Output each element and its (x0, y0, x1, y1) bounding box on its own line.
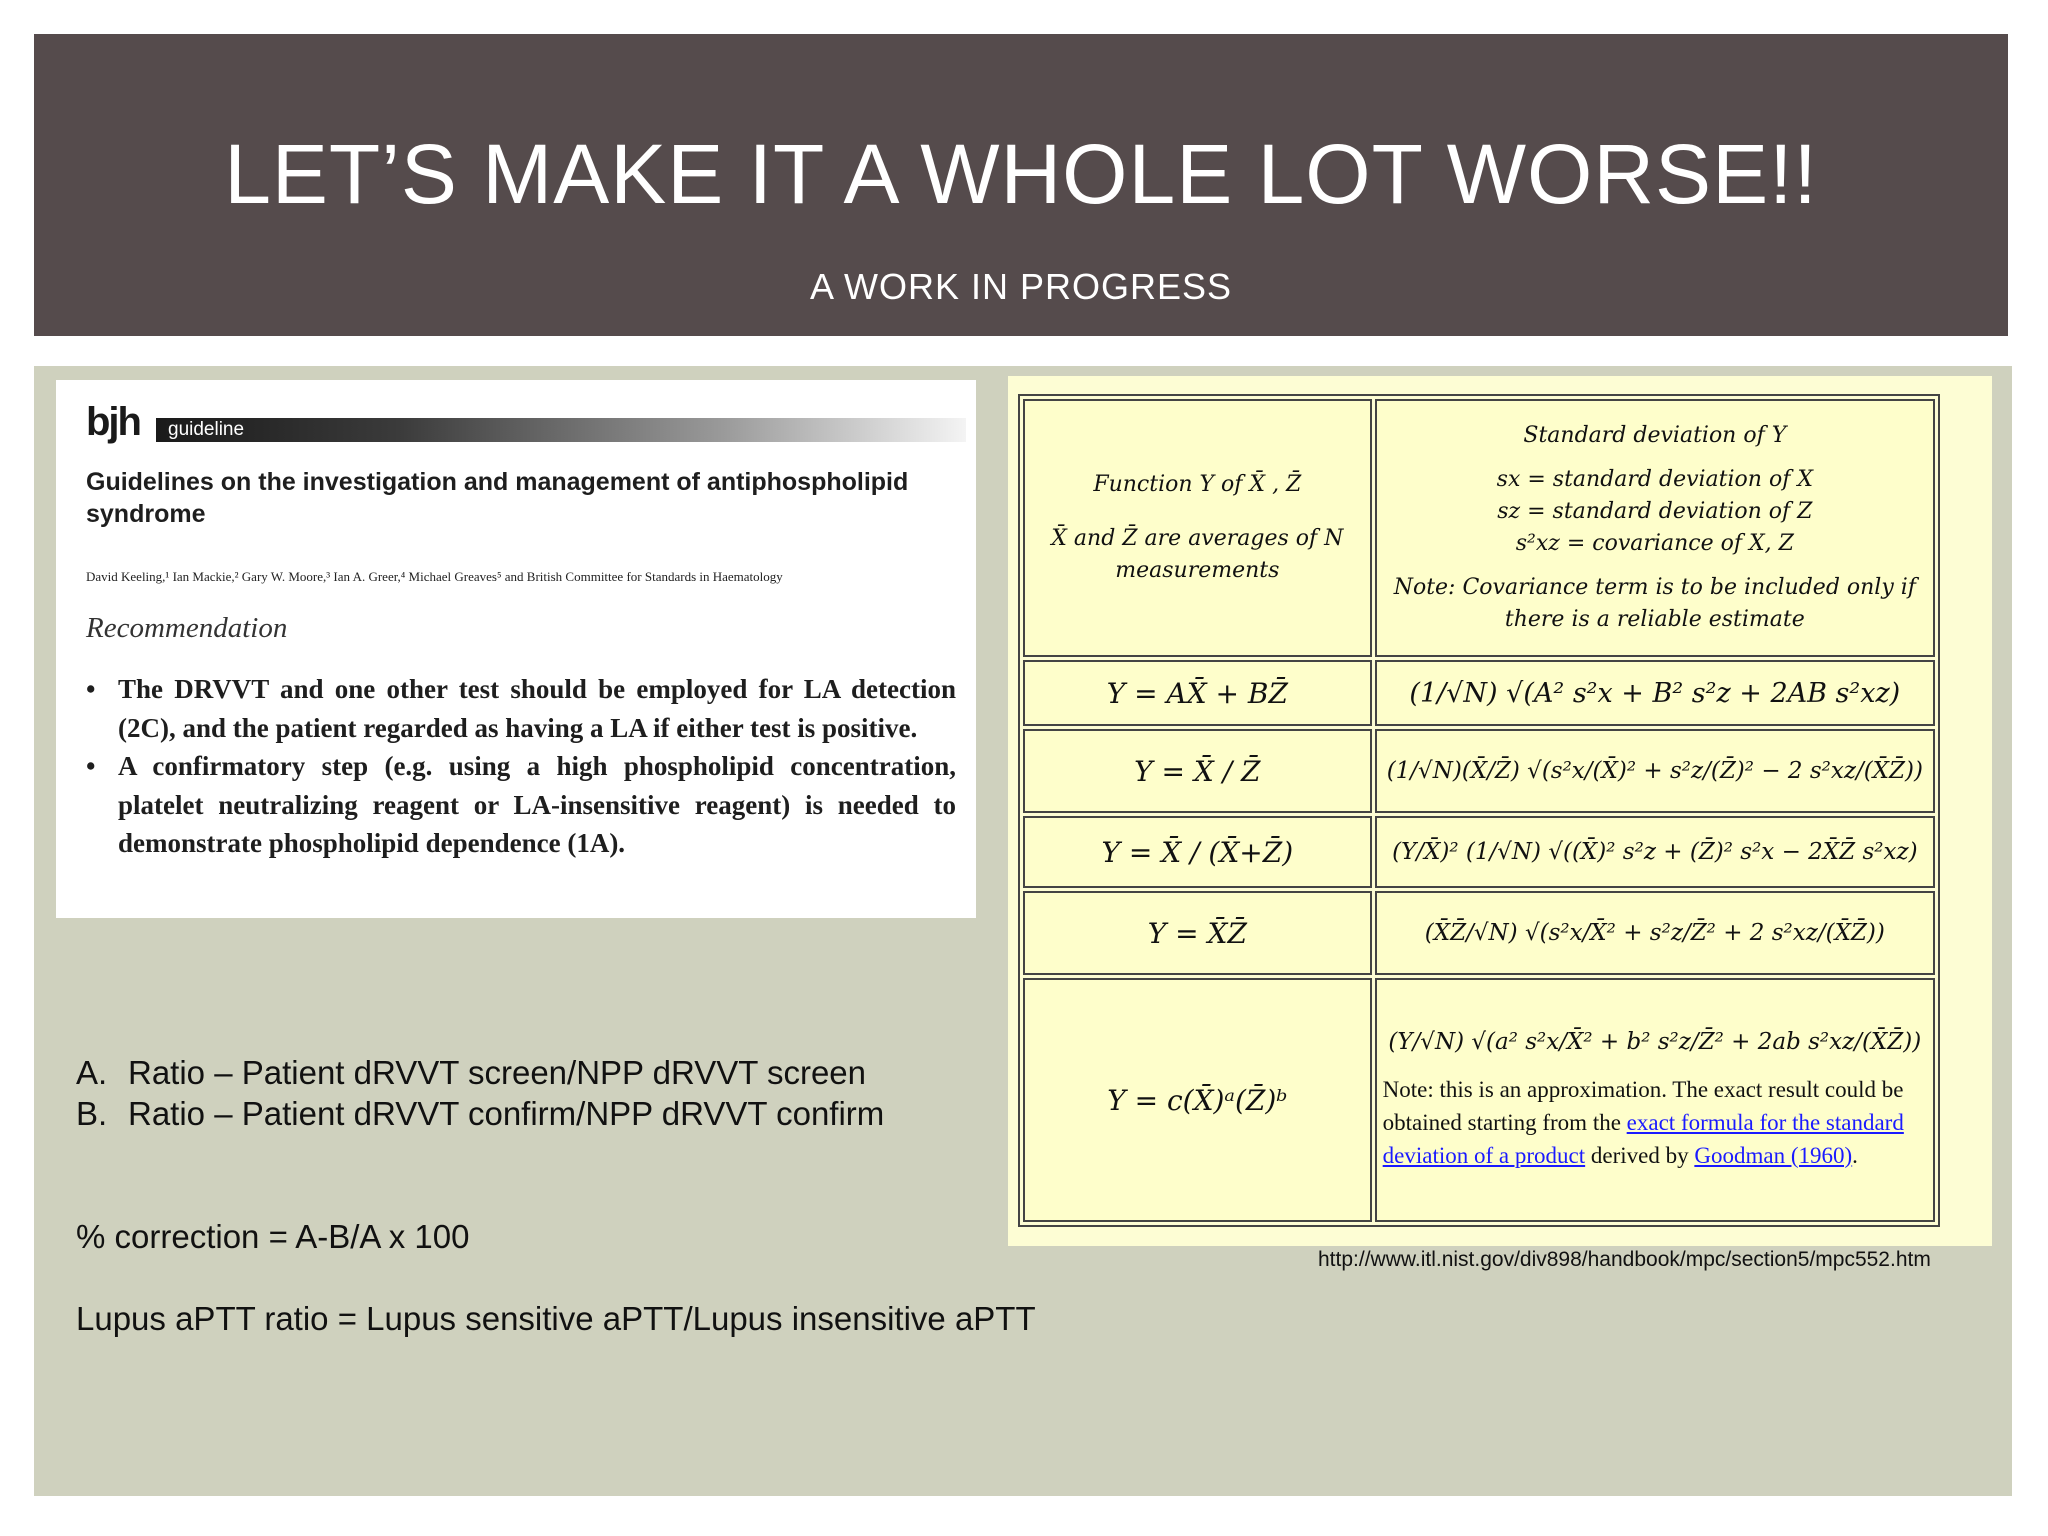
guideline-label: guideline (168, 419, 245, 440)
article-title: Guidelines on the investigation and management of antiphospholipid syndrome (86, 468, 909, 528)
goodman-link[interactable]: Goodman (1960) (1694, 1142, 1853, 1168)
source-url: http://www.itl.nist.gov/div898/handbook/mpc/section5/mpc552.htm (1318, 1248, 1931, 1271)
ratio-item (76, 1093, 1036, 1134)
guideline-bar (156, 418, 966, 442)
recommendation-heading: Recommendation (86, 612, 288, 644)
note-text: Note: this is an approximation. The exact result could be obtained starting from the (1382, 1076, 1904, 1135)
sd-formula-cell: (Y/X̄)² (1/√N) √((X̄)² s²z + (Z̄)² s²x − 2X̄Z̄ s²xz) (1375, 816, 1935, 888)
note-text: derived by (1585, 1142, 1695, 1168)
formula-table-panel (1008, 376, 1992, 1246)
function-cell: Y = X̄ / (X̄+Z̄) (1023, 816, 1372, 888)
function-cell: Y = AX̄ + BZ̄ (1023, 660, 1372, 726)
lupus-ratio-formula: Lupus aPTT ratio = Lupus sensitive aPTT/Lupus insensitive aPTT (76, 1300, 1036, 1337)
ratio-label: A. (76, 1054, 108, 1091)
function-cell: Y = c(X̄)ᵃ(Z̄)ᵇ (1023, 978, 1372, 1222)
approximation-note (1383, 1073, 1927, 1172)
ratio-list (76, 1052, 1036, 1134)
guideline-card (56, 380, 976, 918)
ratio-text: Ratio – Patient dRVVT confirm/NPP dRVVT confirm (128, 1095, 885, 1132)
header-function-desc: X̄ and Z̄ are averages of N measurements (1051, 526, 1344, 583)
sd-formula-cell-last (1375, 978, 1935, 1222)
journal-banner (86, 400, 966, 444)
ratio-label: B. (76, 1095, 108, 1132)
ratio-text: Ratio – Patient dRVVT screen/NPP dRVVT screen (128, 1054, 867, 1091)
recommendation-item: • The DRVVT and one other test should be employed for LA detection (2C), and the patient regarded as having a LA if either test is positive. (86, 670, 956, 747)
header-function-title: Function Y of X̄ , Z̄ (1093, 472, 1302, 497)
sd-formula-cell: (X̄Z̄/√N) √(s²x/X̄² + s²z/Z̄² + 2 s²xz/(X̄Z̄)) (1375, 891, 1935, 975)
header-sd-line: s²xz = covariance of X, Z (1515, 531, 1794, 556)
note-text: . (1852, 1142, 1858, 1168)
article-authors: David Keeling,¹ Ian Mackie,² Gary W. Moore,³ Ian A. Greer,⁴ Michael Greaves⁵ and British Committee for Standards in Haematology (86, 569, 783, 584)
recommendation-item: • A confirmatory step (e.g. using a high phospholipid concentration, platelet neutralizing reagent or LA-insensitive reagent) is needed to demonstrate phospholipid dependence (1A). (86, 747, 956, 863)
correction-formula: % correction = A-B/A x 100 (76, 1218, 470, 1255)
sd-formula: (Y/√N) √(a² s²x/X̄² + b² s²z/Z̄² + 2ab s²xz/(X̄Z̄)) (1388, 1028, 1922, 1055)
sd-formula-cell: (1/√N) √(A² s²x + B² s²z + 2AB s²xz) (1375, 660, 1935, 726)
slide-subtitle: A WORK IN PROGRESS (809, 266, 1233, 307)
header-sd-note: Note: Covariance term is to be included only if there is a reliable estimate (1393, 575, 1916, 632)
function-cell: Y = X̄Z̄ (1023, 891, 1372, 975)
exact-formula-link[interactable]: exact formula for the standard deviation of a product (1382, 1109, 1904, 1168)
error-propagation-table (1018, 394, 1940, 1227)
bjh-logo: bjh (86, 400, 140, 444)
header-sd-title: Standard deviation of Y (1523, 423, 1787, 448)
title-band (34, 34, 2008, 336)
header-function-cell (1023, 399, 1372, 657)
header-sd-line: sz = standard deviation of Z (1497, 499, 1813, 524)
function-cell: Y = X̄ / Z̄ (1023, 729, 1372, 813)
header-sd-cell (1375, 399, 1935, 657)
sd-formula-cell: (1/√N)(X̄/Z̄) √(s²x/(X̄)² + s²z/(Z̄)² − 2 s²xz/(X̄Z̄)) (1375, 729, 1935, 813)
header-sd-line: sx = standard deviation of X (1496, 467, 1813, 492)
recommendation-list (86, 670, 956, 863)
ratio-item (76, 1052, 1036, 1093)
slide-title: LET’S MAKE IT A WHOLE LOT WORSE!! (224, 127, 1818, 221)
